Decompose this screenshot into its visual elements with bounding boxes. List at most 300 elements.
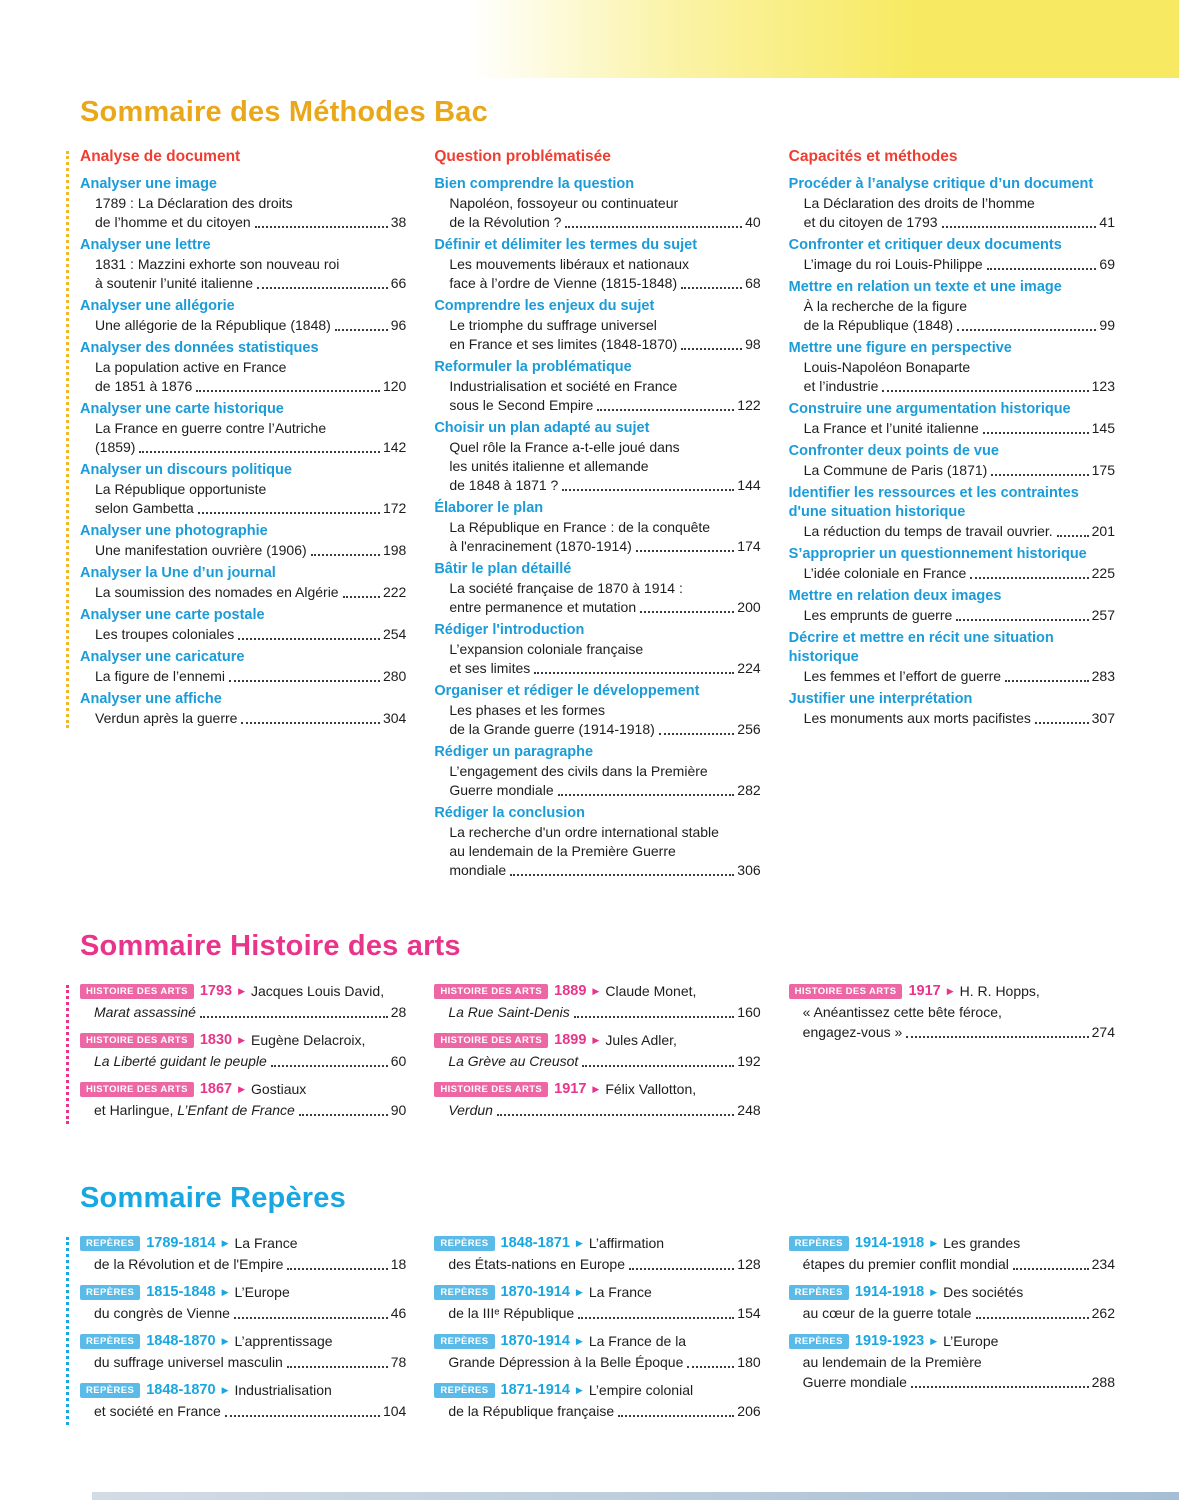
- toc-entry-link[interactable]: Analyser la Une d’un journal: [80, 565, 276, 581]
- entry-lead: Jacques Louis David,: [251, 983, 385, 999]
- entry-line-text: [448, 1303, 574, 1323]
- dotted-leader: [970, 577, 1088, 579]
- entry-line: [789, 1002, 1115, 1022]
- toc-entry-link[interactable]: Analyser une carte postale: [80, 607, 265, 623]
- dotted-leader: [659, 733, 735, 735]
- entry-heading: [434, 1331, 760, 1352]
- toc-entry-link[interactable]: Analyser une affiche: [80, 691, 222, 707]
- arts-entry[interactable]: [80, 1030, 406, 1071]
- dotted-leader: [681, 287, 742, 289]
- toc-entry-link[interactable]: Bien comprendre la question: [434, 176, 635, 192]
- toc-entry-link[interactable]: Analyser des données statistiques: [80, 340, 319, 356]
- toc-entry-text: [789, 316, 1115, 335]
- entry-line-text: La soumission des nomades en Algérie: [95, 584, 339, 600]
- page-number: 201: [1091, 523, 1115, 539]
- toc-entry-text: [434, 476, 760, 495]
- entry-line: [789, 1303, 1115, 1323]
- dotted-leader: [562, 489, 734, 491]
- toc-entry-link[interactable]: Organiser et rédiger le développement: [434, 683, 700, 699]
- toc-entry-text: [789, 709, 1115, 728]
- toc-entry: [80, 339, 406, 396]
- histoire-des-arts-badge: HISTOIRE DES ARTS: [434, 1033, 548, 1048]
- entry-year: 1870-1914: [500, 1333, 570, 1349]
- toc-entry-link[interactable]: Comprendre les enjeux du sujet: [434, 298, 655, 314]
- entry-text: « Anéantissez cette bête féroce,: [802, 1004, 1002, 1020]
- reperes-entry[interactable]: [789, 1282, 1115, 1323]
- reperes-entry[interactable]: [789, 1233, 1115, 1274]
- toc-entry-text: [434, 659, 760, 678]
- toc-entry-text: La population active en France: [95, 359, 287, 375]
- dotted-leader: [956, 619, 1088, 621]
- toc-entry-text: [789, 377, 1115, 396]
- arrow-right-icon: ▶: [221, 1287, 229, 1297]
- entry-line-text: de l’homme et du citoyen: [95, 214, 251, 230]
- entry-line-text: entre permanence et mutation: [449, 599, 637, 615]
- toc-entry: [789, 400, 1115, 438]
- toc-entry-link[interactable]: Analyser une image: [80, 176, 217, 192]
- entry-lead: Les grandes: [943, 1235, 1021, 1251]
- toc-entry-text: Napoléon, fossoyeur ou continuateur: [449, 195, 679, 211]
- toc-entry: [434, 236, 760, 293]
- entry-lead: Gostiaux: [251, 1081, 307, 1097]
- page-number: 66: [390, 275, 407, 291]
- entry-line-text: [448, 1100, 493, 1120]
- dotted-leader: [565, 226, 742, 228]
- page-number: 40: [745, 214, 761, 230]
- methodes-column: [80, 147, 406, 732]
- toc-entry-text: [80, 499, 406, 518]
- entry-heading: [80, 1282, 406, 1303]
- dotted-leader: [1035, 722, 1089, 724]
- reperes-badge: REPÈRES: [80, 1236, 140, 1251]
- arrow-right-icon: ▶: [575, 1287, 583, 1297]
- dotted-leader: [911, 1386, 1089, 1388]
- arts-entry[interactable]: [434, 1030, 760, 1071]
- entry-line: [80, 1401, 406, 1421]
- entry-lead: L’Europe: [943, 1333, 999, 1349]
- entry-line: [789, 1254, 1115, 1274]
- entry-line: [80, 1254, 406, 1274]
- toc-entry-link[interactable]: Analyser une allégorie: [80, 298, 235, 314]
- entry-line-text: de la Grande guerre (1914-1918): [449, 721, 655, 737]
- reperes-entry[interactable]: [80, 1233, 406, 1274]
- dotted-leader: [578, 1317, 734, 1319]
- toc-entry-text: [80, 213, 406, 232]
- entry-year: 1867: [199, 1081, 233, 1097]
- toc-entry-text: Le triomphe du suffrage universel: [449, 317, 657, 333]
- entry-line-text: de 1848 à 1871 ?: [449, 477, 559, 493]
- toc-entry-text: La recherche d'un ordre international stable: [449, 824, 719, 840]
- entry-lead: Des sociétés: [943, 1284, 1024, 1300]
- toc-entry-text: Les mouvements libéraux et nationaux: [449, 256, 690, 272]
- reperes-badge: REPÈRES: [80, 1334, 140, 1349]
- methodes-section-title: Sommaire des Méthodes Bac: [80, 96, 488, 128]
- dotted-leader: [597, 409, 734, 411]
- entry-line: [789, 1372, 1115, 1392]
- page-number: 234: [1091, 1256, 1115, 1272]
- dotted-leader: [942, 226, 1097, 228]
- entry-text: de la Révolution et de l'Empire: [94, 1256, 284, 1272]
- dotted-leader: [957, 329, 1096, 331]
- page-number: 257: [1091, 607, 1115, 623]
- reperes-badge: REPÈRES: [80, 1285, 140, 1300]
- entry-line: [434, 1254, 760, 1274]
- toc-entry-text: [434, 213, 760, 232]
- entry-line-text: et l’industrie: [803, 378, 879, 394]
- page-number: 28: [390, 1004, 407, 1020]
- toc-entry-link[interactable]: Rédiger un paragraphe: [434, 744, 594, 760]
- entry-line-text: Les femmes et l’effort de guerre: [803, 668, 1002, 684]
- entry-line-text: L’idée coloniale en France: [803, 565, 967, 581]
- arrow-right-icon: ▶: [592, 1084, 600, 1094]
- dotted-leader: [139, 451, 380, 453]
- page-number: 123: [1091, 378, 1115, 394]
- page-number: 78: [390, 1354, 407, 1370]
- entry-line-text: [94, 1303, 230, 1323]
- entry-line-text: [94, 1002, 196, 1022]
- entry-line-text: Une manifestation ouvrière (1906): [95, 542, 307, 558]
- toc-entry-text: [80, 274, 406, 293]
- work-title-italic: L’Enfant de France: [177, 1102, 295, 1118]
- work-title-italic: Verdun: [448, 1102, 493, 1118]
- toc-entry: [434, 499, 760, 556]
- arrow-right-icon: ▶: [930, 1287, 938, 1297]
- entry-lead: Industrialisation: [234, 1382, 332, 1398]
- entry-text: de la IIIᵉ République: [448, 1305, 575, 1321]
- arts-entry[interactable]: [789, 981, 1115, 1042]
- toc-entry-text: [789, 461, 1115, 480]
- page-number: 222: [382, 584, 407, 600]
- reperes-badge: REPÈRES: [434, 1334, 494, 1349]
- page-number: 96: [390, 317, 407, 333]
- entry-text: engagez-vous »: [802, 1024, 903, 1040]
- toc-entry-text: [80, 316, 406, 335]
- reperes-section-title: Sommaire Repères: [80, 1182, 346, 1214]
- entry-line: [80, 1303, 406, 1323]
- toc-entry-text: Quel rôle la France a-t-elle joué dans: [449, 439, 680, 455]
- arrow-right-icon: ▶: [221, 1238, 229, 1248]
- toc-entry-link[interactable]: Élaborer le plan: [434, 500, 544, 516]
- page-number: 145: [1091, 420, 1115, 436]
- entry-lead: L’apprentissage: [234, 1333, 333, 1349]
- toc-entry-text: L’engagement des civils dans la Première: [449, 763, 708, 779]
- entry-text: du suffrage universel masculin: [94, 1354, 283, 1370]
- toc-entry-link[interactable]: Justifier une interprétation: [788, 691, 973, 707]
- entry-line-text: [803, 1303, 972, 1323]
- toc-entry-link[interactable]: Mettre une figure en perspective: [788, 340, 1012, 356]
- entry-line: [434, 1352, 760, 1372]
- page-bottom-edge: [92, 1492, 1179, 1500]
- toc-entry-text: [80, 709, 406, 728]
- toc-entry-link[interactable]: Bâtir le plan détaillé: [434, 561, 572, 577]
- entry-line-text: [94, 1100, 295, 1120]
- entry-line-text: La réduction du temps de travail ouvrier.: [803, 523, 1053, 539]
- page-number: 225: [1091, 565, 1115, 581]
- toc-entry-link[interactable]: Définir et délimiter les termes du sujet: [434, 237, 698, 253]
- reperes-entry-column: [434, 1233, 760, 1429]
- dotted-leader: [287, 1268, 387, 1270]
- dotted-leader: [976, 1317, 1089, 1319]
- arrow-right-icon: ▶: [221, 1336, 229, 1346]
- toc-entry: [434, 358, 760, 415]
- toc-entry: [434, 804, 760, 880]
- entry-line: [434, 1401, 760, 1421]
- reperes-entry[interactable]: [434, 1233, 760, 1274]
- entry-line-text: Les emprunts de guerre: [803, 607, 953, 623]
- entry-year: 1848-1871: [500, 1235, 570, 1251]
- reperes-badge: REPÈRES: [789, 1334, 849, 1349]
- dotted-leader: [681, 348, 742, 350]
- page-number: 46: [390, 1305, 407, 1321]
- toc-entry: [434, 297, 760, 354]
- toc-entry-link[interactable]: Confronter et critiquer deux documents: [788, 237, 1062, 253]
- page-number: 104: [382, 1403, 407, 1419]
- toc-entry-text: [80, 541, 406, 560]
- page-number: 98: [745, 336, 761, 352]
- entry-line-text: (1859): [95, 439, 136, 455]
- dotted-leader: [241, 722, 380, 724]
- entry-lead: L’affirmation: [588, 1235, 665, 1251]
- entry-year: 1871-1914: [500, 1382, 570, 1398]
- toc-entry-text: [80, 377, 406, 396]
- page-number: 192: [737, 1053, 761, 1069]
- page-number: 306: [737, 862, 761, 878]
- entry-line-text: Une allégorie de la République (1848): [95, 317, 331, 333]
- entry-heading: [80, 1380, 406, 1401]
- entry-year: 1815-1848: [146, 1284, 216, 1300]
- reperes-entry[interactable]: [434, 1282, 760, 1323]
- reperes-badge: REPÈRES: [789, 1285, 849, 1300]
- dotted-leader: [991, 474, 1088, 476]
- arts-entry-column: [434, 981, 760, 1128]
- toc-entry-link[interactable]: Mettre en relation deux images: [788, 588, 1002, 604]
- arts-entry[interactable]: [434, 981, 760, 1022]
- histoire-des-arts-badge: HISTOIRE DES ARTS: [434, 984, 548, 999]
- entry-text: au cœur de la guerre totale: [802, 1305, 972, 1321]
- entry-year: 1789-1814: [146, 1235, 216, 1251]
- entry-text: et société en France: [94, 1403, 221, 1419]
- toc-entry-link[interactable]: Rédiger la conclusion: [434, 805, 585, 821]
- page-number: 307: [1091, 710, 1115, 726]
- dotted-leader: [335, 329, 388, 331]
- toc-entry-text: [434, 861, 760, 880]
- toc-entry-link[interactable]: Analyser une photographie: [80, 523, 268, 539]
- entry-heading: [434, 1282, 760, 1303]
- reperes-entry[interactable]: [789, 1331, 1115, 1392]
- toc-entry-link[interactable]: Confronter deux points de vue: [788, 443, 999, 459]
- arrow-right-icon: ▶: [575, 1385, 583, 1395]
- toc-entry: [789, 629, 1115, 686]
- arrow-right-icon: ▶: [930, 1238, 938, 1248]
- dotted-leader: [1057, 535, 1089, 537]
- entry-year: 1870-1914: [500, 1284, 570, 1300]
- toc-entry-link[interactable]: Procéder à l’analyse critique d’un document: [788, 176, 1094, 192]
- toc-entry-link[interactable]: Construire une argumentation historique: [788, 401, 1071, 417]
- toc-entry-link[interactable]: Décrire et mettre en récit une situation historique: [788, 630, 1054, 665]
- entry-year: 1830: [199, 1032, 233, 1048]
- toc-entry: [434, 419, 760, 495]
- toc-entry: [789, 690, 1115, 728]
- toc-entry-text: [80, 438, 406, 457]
- entry-line-text: à soutenir l’unité italienne: [95, 275, 253, 291]
- entry-line: [789, 1352, 1115, 1372]
- reperes-entry[interactable]: [434, 1331, 760, 1372]
- entry-lead: Claude Monet,: [605, 983, 697, 999]
- entry-text: Grande Dépression à la Belle Époque: [448, 1354, 684, 1370]
- entry-line-text: Les troupes coloniales: [95, 626, 235, 642]
- entry-line-text: [448, 1401, 614, 1421]
- arts-entry-column: [789, 981, 1115, 1050]
- reperes-entry[interactable]: [80, 1380, 406, 1421]
- toc-entry-link[interactable]: Analyser une carte historique: [80, 401, 284, 417]
- entry-year: 1889: [554, 983, 587, 999]
- entry-line: [80, 1002, 406, 1022]
- toc-entry-text: [434, 781, 760, 800]
- dotted-leader: [255, 226, 388, 228]
- histoire-des-arts-badge: HISTOIRE DES ARTS: [80, 1082, 194, 1097]
- toc-entry-text: La France en guerre contre l’Autriche: [95, 420, 327, 436]
- page-number: 174: [737, 538, 761, 554]
- toc-entry: [434, 560, 760, 617]
- entry-line-text: La figure de l’ennemi: [95, 668, 225, 684]
- toc-entry-text: [789, 419, 1115, 438]
- page-number: 283: [1091, 668, 1115, 684]
- toc-entry-text: La société française de 1870 à 1914 :: [449, 580, 683, 596]
- entry-year: 1899: [554, 1032, 587, 1048]
- entry-line-text: mondiale: [449, 862, 507, 878]
- entry-line-text: [803, 1254, 1009, 1274]
- page-number: 38: [390, 214, 407, 230]
- page-number: 288: [1091, 1374, 1115, 1390]
- toc-entry-text: 1789 : La Déclaration des droits: [95, 195, 293, 211]
- dotted-leader: [882, 390, 1088, 392]
- arrow-right-icon: ▶: [575, 1238, 583, 1248]
- page-number: 282: [737, 782, 761, 798]
- arrow-right-icon: ▶: [592, 986, 600, 996]
- toc-entry-text: [80, 583, 406, 602]
- arts-columns: [80, 981, 1115, 1128]
- page-number: 144: [737, 477, 761, 493]
- page-number: 160: [737, 1004, 761, 1020]
- arts-entry[interactable]: [80, 1079, 406, 1120]
- toc-entry: [80, 606, 406, 644]
- entry-year: 1793: [199, 983, 233, 999]
- dotted-leader: [1005, 680, 1089, 682]
- dotted-leader: [582, 1065, 734, 1067]
- entry-lead: La France: [234, 1235, 298, 1251]
- work-title-italic: La Liberté guidant le peuple: [94, 1053, 267, 1069]
- dotted-leader: [299, 1114, 388, 1116]
- entry-lead: Félix Vallotton,: [605, 1081, 697, 1097]
- toc-entry-link[interactable]: Analyser un discours politique: [80, 462, 292, 478]
- toc-entry: [789, 545, 1115, 583]
- page-number: 90: [390, 1102, 407, 1118]
- histoire-des-arts-badge: HISTOIRE DES ARTS: [80, 984, 194, 999]
- toc-entry-text: 1831 : Mazzini exhorte son nouveau roi: [95, 256, 340, 272]
- toc-entry-text: au lendemain de la Première Guerre: [449, 843, 676, 859]
- entry-line-text: La Commune de Paris (1871): [803, 462, 988, 478]
- entry-lead: L’Europe: [234, 1284, 290, 1300]
- toc-entry: [80, 461, 406, 518]
- entry-line-text: La France et l’unité italienne: [803, 420, 979, 436]
- reperes-entry[interactable]: [434, 1380, 760, 1421]
- reperes-entry[interactable]: [80, 1331, 406, 1372]
- toc-entry-text: Louis-Napoléon Bonaparte: [803, 359, 971, 375]
- entry-line-text: [448, 1254, 625, 1274]
- entry-line: [80, 1051, 406, 1071]
- section-histoire-des-arts: [0, 930, 1179, 1128]
- dotted-leader: [1013, 1268, 1089, 1270]
- dotted-leader: [629, 1268, 734, 1270]
- histoire-des-arts-badge: HISTOIRE DES ARTS: [434, 1082, 548, 1097]
- toc-entry-text: La République en France : de la conquête: [449, 519, 711, 535]
- entry-heading: [434, 981, 760, 1002]
- entry-year: 1919-1923: [854, 1333, 925, 1349]
- entry-line-text: [448, 1051, 578, 1071]
- toc-entry: [434, 743, 760, 800]
- entry-text: Guerre mondiale: [802, 1374, 907, 1390]
- column-heading: Question problématisée: [434, 148, 611, 165]
- dotted-leader: [497, 1114, 734, 1116]
- page-number: 41: [1099, 214, 1115, 230]
- arts-entry[interactable]: [434, 1079, 760, 1120]
- reperes-badge: REPÈRES: [789, 1236, 849, 1251]
- entry-line: [789, 1022, 1115, 1042]
- section-reperes: [0, 1182, 1179, 1429]
- entry-year: 1917: [908, 983, 941, 999]
- toc-entry-link[interactable]: Reformuler la problématique: [434, 359, 632, 375]
- entry-heading: [80, 1079, 406, 1100]
- dotted-leader: [287, 1366, 388, 1368]
- entry-line-text: et du citoyen de 1793: [803, 214, 938, 230]
- toc-entry-text: [789, 667, 1115, 686]
- toc-entry-link[interactable]: Analyser une lettre: [80, 237, 211, 253]
- entry-lead: La France de la: [588, 1333, 687, 1349]
- dotted-leader: [640, 611, 734, 613]
- toc-entry-link[interactable]: Analyser une caricature: [80, 649, 245, 665]
- arrow-right-icon: ▶: [575, 1336, 583, 1346]
- histoire-des-arts-badge: HISTOIRE DES ARTS: [80, 1033, 194, 1048]
- toc-entry-link[interactable]: Mettre en relation un texte et une image: [788, 279, 1062, 295]
- entry-line-text: sous le Second Empire: [449, 397, 594, 413]
- dotted-leader: [225, 1415, 380, 1417]
- reperes-columns: [80, 1233, 1115, 1429]
- reperes-entry-column: [789, 1233, 1115, 1400]
- methodes-columns: [80, 147, 1115, 884]
- toc-entry-link[interactable]: Rédiger l'introduction: [434, 622, 585, 638]
- dotted-leader: [906, 1036, 1088, 1038]
- dotted-leader: [196, 390, 380, 392]
- toc-entry-link[interactable]: Choisir un plan adapté au sujet: [434, 420, 650, 436]
- page-number: 18: [390, 1256, 407, 1272]
- reperes-entry-column: [80, 1233, 406, 1429]
- reperes-entry[interactable]: [80, 1282, 406, 1323]
- toc-entry-link[interactable]: Identifier les ressources et les contraintes d'une situation historique: [788, 485, 1079, 520]
- toc-entry: [789, 175, 1115, 232]
- page-number: 68: [745, 275, 761, 291]
- arts-entry[interactable]: [80, 981, 406, 1022]
- toc-entry-link[interactable]: S’approprier un questionnement historique: [788, 546, 1087, 562]
- dotted-leader: [257, 287, 388, 289]
- toc-entry-text: [789, 213, 1115, 232]
- dotted-leader: [234, 1317, 388, 1319]
- entry-heading: [434, 1030, 760, 1051]
- entry-line-text: [94, 1352, 283, 1372]
- entry-heading: [789, 1282, 1115, 1303]
- page-number: 200: [737, 599, 761, 615]
- entry-line-text: Guerre mondiale: [449, 782, 554, 798]
- entry-line-text: [803, 1022, 903, 1042]
